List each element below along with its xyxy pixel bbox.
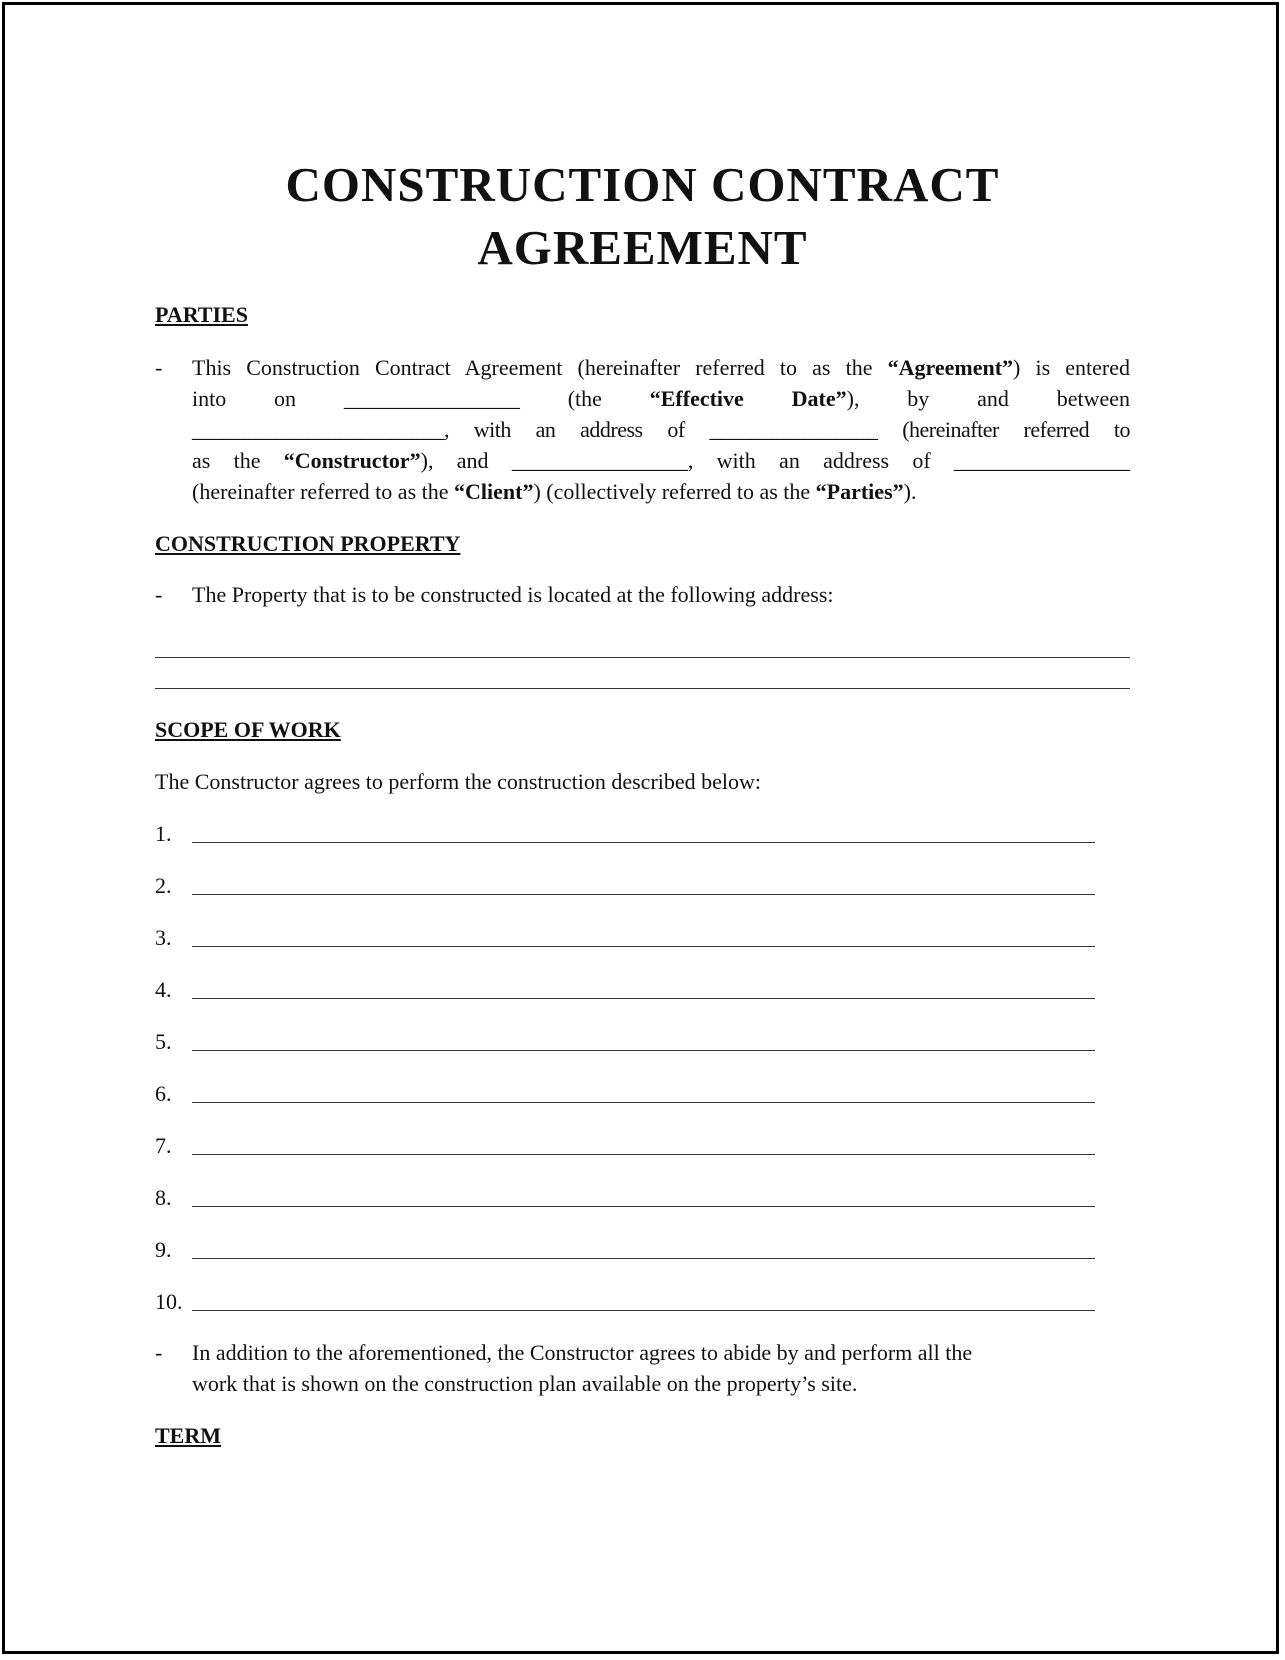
- title-line-2: AGREEMENT: [477, 220, 808, 275]
- parties-line-2: into on ________________ (the “Effective Date”), by and between: [192, 386, 1130, 411]
- scope-item-9: 9.: [155, 1234, 1095, 1265]
- parties-paragraph: [155, 352, 1130, 507]
- parties-dash: -: [155, 355, 163, 380]
- property-address-line-2: [155, 688, 1130, 689]
- scope-item-4: 4.: [155, 974, 1095, 1005]
- scope-item-6: 6.: [155, 1078, 1095, 1109]
- scope-addition-paragraph: [155, 1337, 1130, 1399]
- term-heading: TERM: [155, 1423, 221, 1448]
- scope-item-7: 7.: [155, 1130, 1095, 1161]
- parties-line-4: as the “Constructor”), and ________________, with an address of ________________: [192, 448, 1130, 473]
- scope-item-1: 1.: [155, 818, 1095, 849]
- scope-addition-dash: -: [155, 1340, 163, 1365]
- scope-addition-line-2: work that is shown on the construction plan available on the property’s site.: [192, 1371, 858, 1396]
- property-dash: -: [155, 582, 163, 607]
- scope-heading: SCOPE OF WORK: [155, 717, 341, 742]
- title-line-1: CONSTRUCTION CONTRACT: [285, 157, 1000, 212]
- scope-item-10: 10.: [155, 1286, 1095, 1317]
- scope-item-8: 8.: [155, 1182, 1095, 1213]
- document-title: [155, 153, 1130, 279]
- parties-line-5: (hereinafter referred to as the “Client”) (collectively referred to as the “Parties”).: [192, 479, 917, 504]
- property-paragraph: [155, 579, 1130, 610]
- property-text: The Property that is to be constructed is located at the following address:: [192, 582, 834, 607]
- property-address-line-1: [155, 657, 1130, 658]
- scope-item-5: 5.: [155, 1026, 1095, 1057]
- parties-heading: PARTIES: [155, 302, 248, 327]
- parties-line-1: This Construction Contract Agreement (hereinafter referred to as the “Agreement”) is entered: [192, 355, 1130, 380]
- scope-intro: The Constructor agrees to perform the construction described below:: [155, 769, 762, 794]
- scope-item-2: 2.: [155, 870, 1095, 901]
- scope-addition-line-1: In addition to the aforementioned, the Constructor agrees to abide by and perform all the: [192, 1340, 973, 1365]
- parties-line-3: ________________________, with an address of ________________ (hereinafter referred to: [192, 417, 1130, 442]
- scope-item-3: 3.: [155, 922, 1095, 953]
- property-heading: CONSTRUCTION PROPERTY: [155, 531, 461, 556]
